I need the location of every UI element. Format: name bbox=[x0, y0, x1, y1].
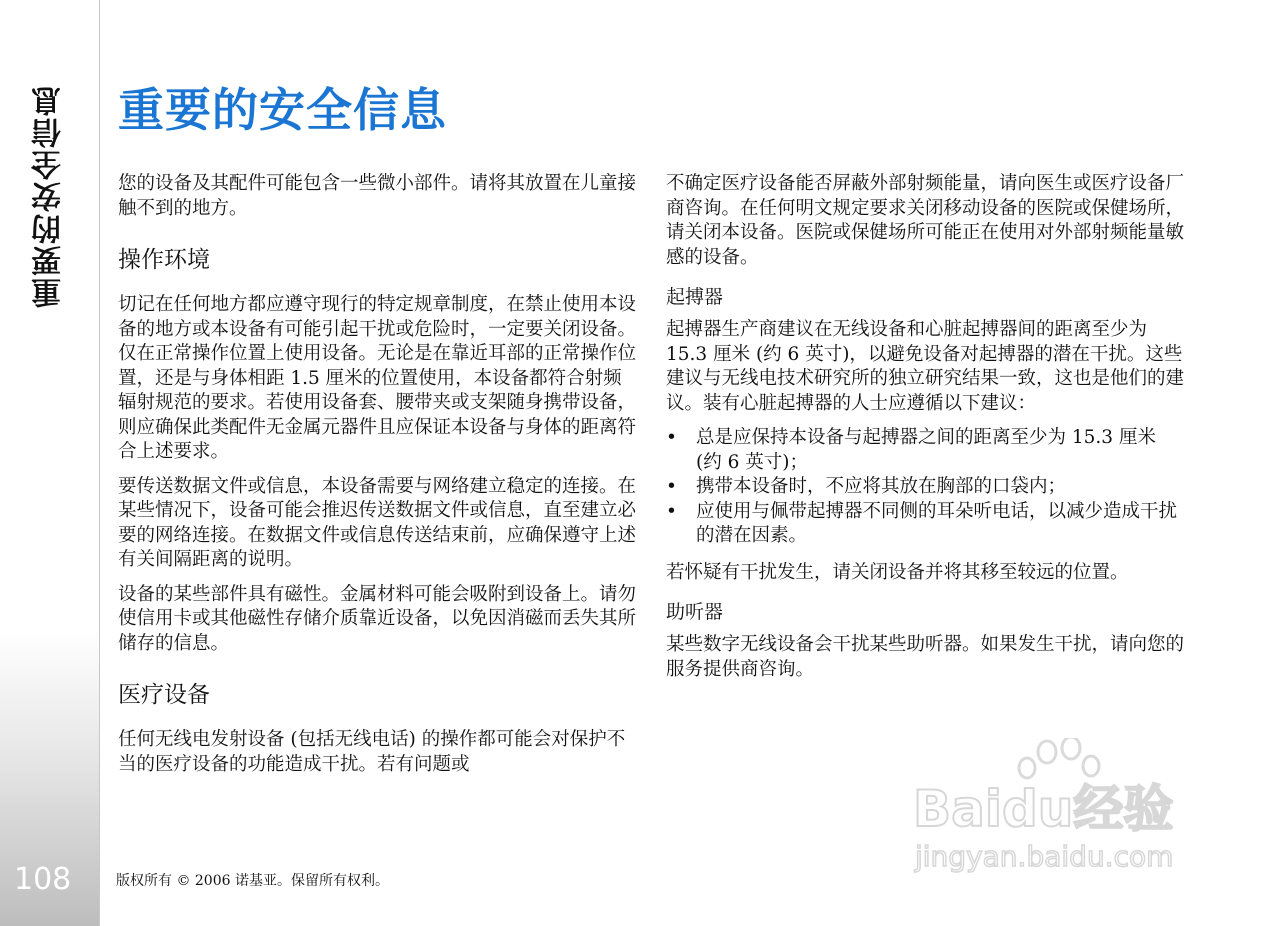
list-item bbox=[666, 500, 1184, 549]
paw-icon bbox=[1019, 738, 1099, 778]
list-item bbox=[666, 426, 1184, 475]
operating-paragraph-1: 切记在任何地方都应遵守现行的特定规章制度，在禁止使用本设备的地方或本设备有可能引起干扰或危险时，一定要关闭设备。仅在正常操作位置上使用设备。无论是在靠近耳部的正常操作位置，还是与身体相距 1.5 厘米的位置使用，本设备都符合射频辐射规范的要求。若使用设备套、腰带夹或支架随身携带设备，则应确保此类配件无金属元器件且应保证本设备与身体的距离符合上述要求。 bbox=[118, 294, 637, 462]
hearing-aids-heading: 助听器 bbox=[666, 601, 724, 623]
bullet-text: 总是应保持本设备与起搏器之间的距离至少为 15.3 厘米 (约 6 英寸)； bbox=[696, 427, 1156, 473]
sidebar bbox=[0, 0, 100, 926]
medical-continued-paragraph: 不确定医疗设备能否屏蔽外部射频能量，请向医生或医疗设备厂商咨询。在任何明文规定要求关闭移动设备的医院或保健场所，请关闭本设备。医院或保健场所可能正在使用对外部射频能量敏感的设备。 bbox=[666, 173, 1185, 268]
pacemaker-heading: 起搏器 bbox=[666, 286, 724, 308]
bullet-icon: • bbox=[666, 427, 677, 448]
operating-paragraph-2: 要传送数据文件或信息，本设备需要与网络建立稳定的连接。在某些情况下，设备可能会推迟传送数据文件或信息，直至建立必要的网络连接。在数据文件或信息传送结束前，应确保遵守上述有关间隔距离的说明。 bbox=[118, 475, 637, 570]
left-column bbox=[118, 172, 636, 787]
medical-devices-heading: 医疗设备 bbox=[118, 682, 210, 708]
page-number: 108 bbox=[14, 862, 72, 897]
page-title: 重要的安全信息 bbox=[118, 83, 447, 137]
bullet-text: 应使用与佩带起搏器不同侧的耳朵听电话，以减少造成干扰的潜在因素。 bbox=[696, 500, 1178, 546]
operating-environment-heading: 操作环境 bbox=[118, 247, 210, 273]
pacemaker-bullet-list bbox=[666, 426, 1184, 549]
baidu-jingyan-watermark bbox=[905, 738, 1205, 878]
watermark-logo-text: Baidu经验 bbox=[913, 780, 1174, 838]
intro-paragraph: 您的设备及其配件可能包含一些微小部件。请将其放置在儿童接触不到的地方。 bbox=[118, 173, 637, 219]
list-item bbox=[666, 475, 1184, 500]
hearing-paragraph-1: 某些数字无线设备会干扰某些助听器。如果发生干扰，请向您的服务提供商咨询。 bbox=[666, 634, 1185, 680]
right-column bbox=[666, 172, 1184, 692]
sidebar-section-title: 重要的安全信息 bbox=[32, 84, 67, 308]
bullet-icon: • bbox=[666, 476, 677, 497]
pacemaker-paragraph-2: 若怀疑有干扰发生，请关闭设备并将其移至较远的位置。 bbox=[666, 561, 1129, 583]
medical-paragraph-1: 任何无线电发射设备 (包括无线电话) 的操作都可能会对保护不当的医疗设备的功能造成干扰。若有问题或 bbox=[118, 729, 626, 775]
pacemaker-paragraph-1: 起搏器生产商建议在无线设备和心脏起搏器间的距离至少为 15.3 厘米 (约 6 英寸)，以避免设备对起搏器的潜在干扰。这些建议与无线电技术研究所的独立研究结果一致，这也是他们的建议。装有心脏起搏器的人士应遵循以下建议： bbox=[666, 319, 1185, 414]
bullet-icon: • bbox=[666, 500, 677, 522]
watermark-url: jingyan.baidu.com bbox=[915, 840, 1174, 873]
copyright-footer: 版权所有 © 2006 诺基亚。保留所有权利。 bbox=[116, 873, 389, 889]
operating-paragraph-3: 设备的某些部件具有磁性。金属材料可能会吸附到设备上。请勿使信用卡或其他磁性存储介质靠近设备，以免因消磁而丢失其所储存的信息。 bbox=[118, 583, 637, 654]
bullet-text: 携带本设备时，不应将其放在胸部的口袋内； bbox=[696, 476, 1067, 497]
